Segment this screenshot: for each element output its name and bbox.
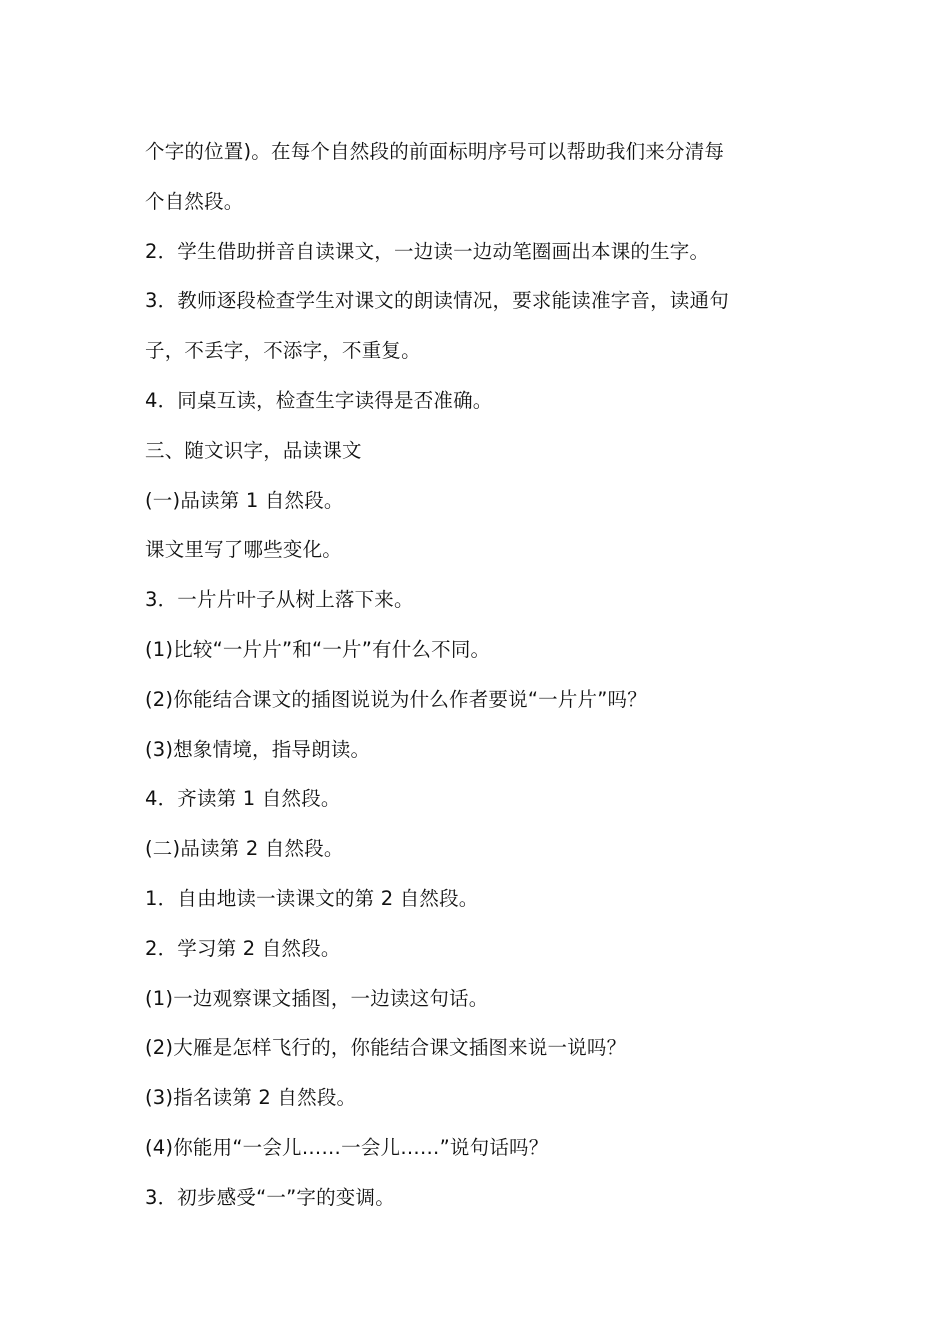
text-line: 4．同桌互读，检查生字读得是否准确。: [145, 388, 493, 412]
text-line: 3．一片片叶子从树上落下来。: [145, 588, 414, 612]
text-line: 2．学习第 2 自然段。: [145, 936, 341, 960]
text-line: (1)一边观察课文插图，一边读这句话。: [145, 986, 489, 1010]
text-line: 3．初步感受“一”字的变调。: [145, 1185, 395, 1209]
section-heading: 三、随文识字，品读课文: [145, 438, 362, 462]
text-line: 课文里写了哪些变化。: [145, 538, 343, 562]
text-line: (2)大雁是怎样飞行的，你能结合课文插图来说一说吗？: [145, 1036, 627, 1060]
text-line: 个自然段。: [145, 189, 244, 213]
subsection-heading: (一)品读第 1 自然段。: [145, 488, 344, 512]
text-line: 3．教师逐段检查学生对课文的朗读情况，要求能读准字音，读通句: [145, 289, 729, 313]
text-line: (3)想象情境，指导朗读。: [145, 737, 371, 761]
document-body: [145, 127, 825, 1223]
text-line: (1)比较“一片片”和“一片”有什么不同。: [145, 637, 491, 661]
text-line: (2)你能结合课文的插图说说为什么作者要说“一片片”吗？: [145, 687, 647, 711]
text-line: 2．学生借助拼音自读课文，一边读一边动笔圈画出本课的生字。: [145, 239, 710, 263]
text-line: 1．自由地读一读课文的第 2 自然段。: [145, 886, 479, 910]
subsection-heading: (二)品读第 2 自然段。: [145, 837, 344, 861]
text-line: (4)你能用“一会儿……一会儿……”说句话吗？: [145, 1135, 549, 1159]
text-line: 4．齐读第 1 自然段。: [145, 787, 341, 811]
text-line: (3)指名读第 2 自然段。: [145, 1086, 357, 1110]
text-line: 个字的位置)。在每个自然段的前面标明序号可以帮助我们来分清每: [145, 140, 725, 163]
text-line: 子，不丢字，不添字，不重复。: [145, 339, 421, 363]
